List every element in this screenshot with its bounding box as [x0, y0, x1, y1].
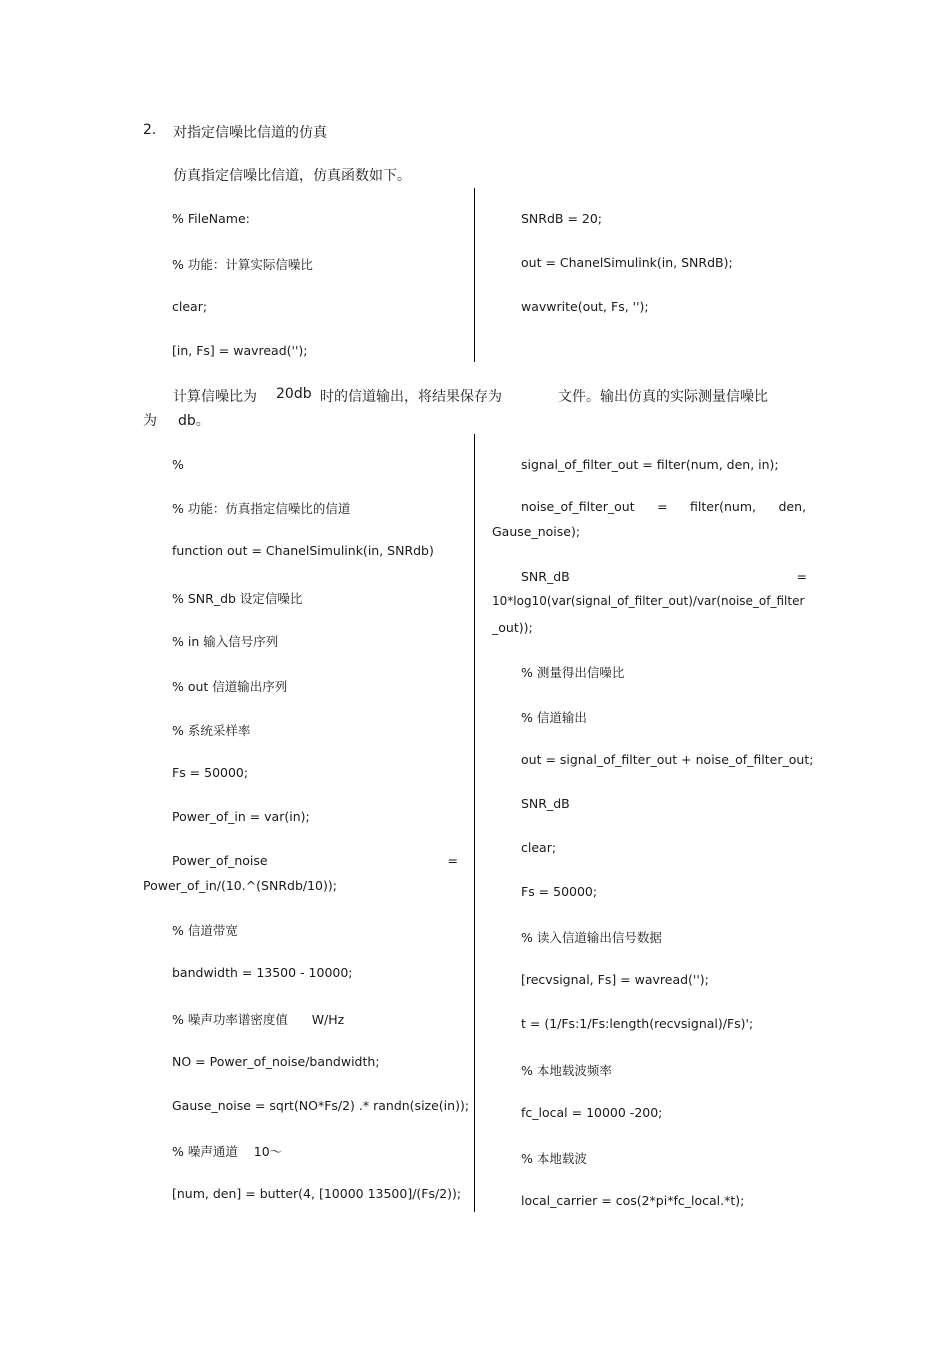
para-text: 为 [143, 413, 157, 429]
code-line: % 噪声功率谱密度值 W/Hz [172, 1012, 345, 1027]
code-line: % SNR_db 设定信噪比 [172, 591, 303, 606]
code-line: % 信道带宽 [172, 923, 238, 938]
code-line: Power_of_in/(10.^(SNRdb/10)); [143, 878, 337, 893]
code-line: % 本地载波频率 [521, 1063, 612, 1078]
code-line: % 本地载波 [521, 1151, 587, 1166]
para-text: 计算信噪比为 [173, 389, 257, 405]
code-line: 10*log10(var(signal_of_filter_out)/var(noise_of_filter [492, 594, 805, 608]
code-line: local_carrier = cos(2*pi*fc_local.*t); [521, 1193, 745, 1208]
code-line: % 系统采样率 [172, 723, 251, 738]
code-line: % out 信道输出序列 [172, 679, 288, 694]
code-line: % in 输入信号序列 [172, 634, 279, 649]
code-line: Gause_noise = sqrt(NO*Fs/2) .* randn(size(in)); [172, 1098, 470, 1113]
para-text: 时的信道输出，将结果保存为 [320, 389, 502, 405]
code-line: clear; [172, 299, 208, 314]
code-line: [recvsignal, Fs] = wavread(''); [521, 972, 709, 987]
code-line: SNRdB = 20; [521, 211, 603, 226]
code-line: % 测量得出信噪比 [521, 665, 625, 680]
code-line: function out = ChanelSimulink(in, SNRdb) [172, 543, 434, 558]
code-line: % 噪声通道 10～ [172, 1144, 283, 1159]
code-line: % 信道输出 [521, 710, 587, 725]
code-line: clear; [521, 840, 557, 855]
code-line: _out)); [492, 620, 533, 635]
code-line: % [172, 457, 184, 472]
para-text: db。 [178, 413, 210, 429]
section-intro: 仿真指定信噪比信道，仿真函数如下。 [173, 168, 411, 184]
section-number: 2. [143, 122, 157, 138]
code-line: % FileName: [172, 211, 250, 226]
code-line: [num, den] = butter(4, [10000 13500]/(Fs/2)); [172, 1186, 462, 1201]
code-line: wavwrite(out, Fs, ''); [521, 299, 649, 314]
column-divider-2 [474, 434, 475, 1212]
code-line: fc_local = 10000 -200; [521, 1105, 663, 1120]
code-token: = [447, 853, 458, 868]
code-token: filter(num, [690, 499, 756, 514]
code-line: Fs = 50000; [172, 765, 249, 780]
code-line [172, 853, 458, 868]
para-value: 20db [276, 386, 312, 402]
code-line: t = (1/Fs:1/Fs:length(recvsignal)/Fs)'; [521, 1016, 754, 1031]
code-line: signal_of_filter_out = filter(num, den, in); [521, 457, 779, 472]
para-text: 文件。输出仿真的实际测量信噪比 [558, 389, 768, 405]
code-token: Power_of_noise [172, 853, 268, 868]
section-title: 对指定信噪比信道的仿真 [173, 125, 327, 141]
code-token: den, [778, 499, 806, 514]
code-line: % 读入信道输出信号数据 [521, 930, 662, 945]
code-line: out = signal_of_filter_out + noise_of_filter_out; [521, 752, 814, 767]
code-line: % 功能：仿真指定信噪比的信道 [172, 501, 351, 516]
code-line: NO = Power_of_noise/bandwidth; [172, 1054, 380, 1069]
code-line: out = ChanelSimulink(in, SNRdB); [521, 255, 733, 270]
code-line: [in, Fs] = wavread(''); [172, 343, 308, 358]
code-line: Gause_noise); [492, 524, 581, 539]
code-line: % 功能：计算实际信噪比 [172, 257, 313, 272]
code-line [521, 499, 806, 514]
code-line: SNR_dB [521, 796, 570, 811]
column-divider-1 [474, 188, 475, 362]
code-token: = [657, 499, 668, 514]
code-line [521, 569, 807, 584]
code-token: SNR_dB [521, 569, 570, 584]
code-token: noise_of_filter_out [521, 499, 635, 514]
code-token: = [796, 569, 807, 584]
code-line: Fs = 50000; [521, 884, 598, 899]
code-line: Power_of_in = var(in); [172, 809, 310, 824]
code-line: bandwidth = 13500 - 10000; [172, 965, 353, 980]
